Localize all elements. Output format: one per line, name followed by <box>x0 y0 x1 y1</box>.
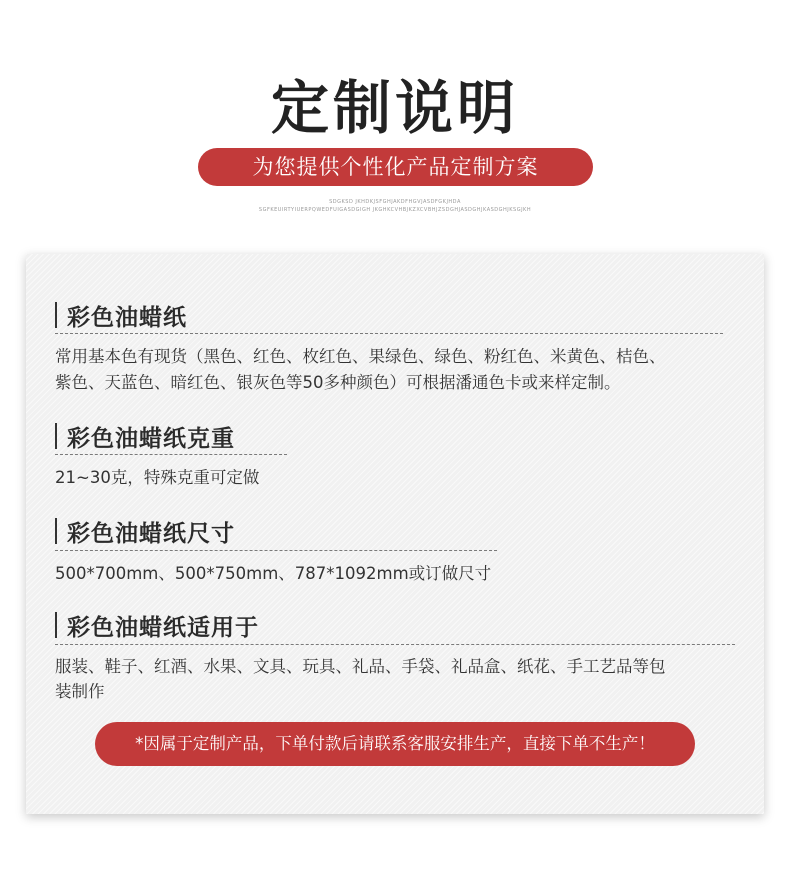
section-heading-color <box>55 300 187 330</box>
section-body-line: 500*700mm、500*750mm、787*1092mm或订做尺寸 <box>55 564 492 583</box>
section-heading-weight <box>55 421 235 451</box>
section-divider <box>55 333 723 334</box>
section-body-line: 21~30克，特殊克重可定做 <box>55 468 260 487</box>
section-heading-text: 彩色油蜡纸适用于 <box>67 614 259 641</box>
section-divider <box>55 644 735 645</box>
section-divider <box>55 550 497 551</box>
heading-bar <box>55 612 57 638</box>
custom-order-notice: *因属于定制产品，下单付款后请联系客服安排生产，直接下单不生产！ <box>95 722 695 766</box>
section-body-line: 常用基本色有现货（黑色、红色、枚红色、果绿色、绿色、粉红色、米黄色、桔色、 <box>55 347 666 366</box>
section-heading-usage <box>55 610 259 640</box>
decorative-caption-line-1: SDGKSD JKHDKJSFGHJAKDFHGVJASDFGKJHDA <box>329 199 461 205</box>
section-body-line: 服装、鞋子、红酒、水果、文具、玩具、礼品、手袋、礼品盒、纸花、手工艺品等包 <box>55 657 666 676</box>
section-body-line: 紫色、天蓝色、暗红色、银灰色等50多种颜色）可根据潘通色卡或来样定制。 <box>55 373 621 392</box>
section-heading-text: 彩色油蜡纸尺寸 <box>67 520 235 547</box>
heading-bar <box>55 518 57 544</box>
section-heading-size <box>55 516 235 546</box>
heading-bar <box>55 423 57 449</box>
decorative-caption-line-2: SGFKEUIRTYIUERPQWEDFUIGASDGIGH JKGHKCVHBJKZXCVBHJZSDGHJASDGHJKASDGHJKSGJKH <box>258 207 532 213</box>
heading-bar <box>55 302 57 328</box>
info-card <box>26 254 764 814</box>
section-body-line: 装制作 <box>55 682 105 701</box>
section-divider <box>55 454 287 455</box>
page-title: 定制说明 <box>270 74 519 142</box>
section-heading-text: 彩色油蜡纸克重 <box>67 425 235 452</box>
section-heading-text: 彩色油蜡纸 <box>67 304 187 331</box>
subtitle-banner: 为您提供个性化产品定制方案 <box>198 148 593 186</box>
